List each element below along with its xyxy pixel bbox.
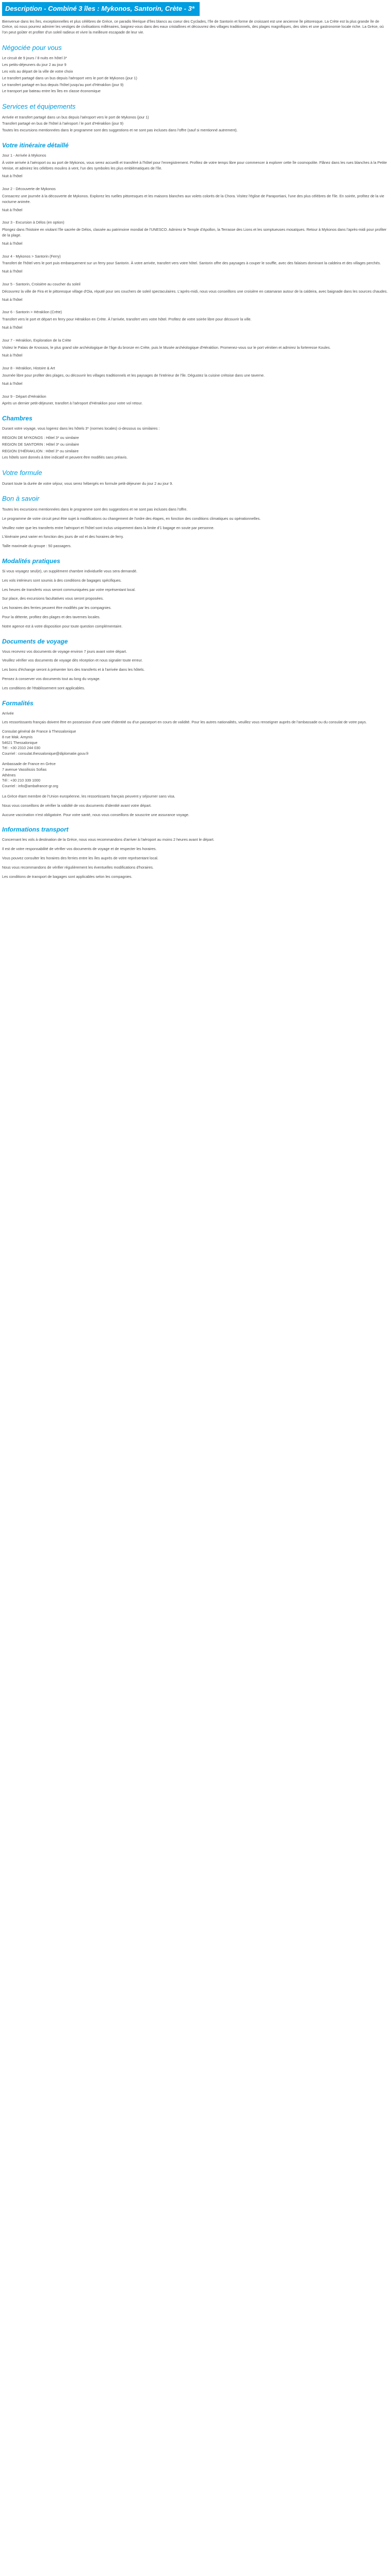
day-description: Visitez le Palais de Knossos, le plus grand site archéologique de l'âge du bronze en Crète, puis le Musée archéologique d'Héraklion. Promenez-vous sur le port vénitien et admirez la forteresse Koules. bbox=[2, 345, 331, 350]
list-item: Il est de votre responsabilité de vérifier vos documents de voyage et de respecter les horaires. bbox=[2, 846, 157, 852]
section-title-formule: Votre formule bbox=[2, 469, 42, 477]
day-accommodation: Nuit à l'hôtel bbox=[2, 325, 23, 330]
itinerary-day bbox=[2, 153, 389, 179]
day-description: À votre arrivée à l'aéroport ou au port de Mykonos, vous serez accueilli et transféré à l'hôtel pour l'enregistrement. Profitez de votre temps libre pour commencer à explorer cette île cosmopolite. Flânez dans les rues blanches à la Petite Venise, et admirez les célèbres moulins à vent, l'un des symboles les plus emblématiques de l'île. bbox=[2, 160, 387, 171]
list-item: Vous recevrez vos documents de voyage environ 7 jours avant votre départ. bbox=[2, 649, 127, 654]
itinerary-day bbox=[2, 282, 389, 302]
list-item: Les vols intérieurs sont soumis à des conditions de bagages spécifiques. bbox=[2, 578, 122, 583]
consulat-address bbox=[2, 729, 389, 757]
day-accommodation: Nuit à l'hôtel bbox=[2, 241, 23, 246]
itinerary-day bbox=[2, 310, 389, 330]
formule-text: Durant toute la durée de votre séjour, vous serez hébergés en formule petit-déjeuner du jour 2 au jour 9. bbox=[2, 481, 173, 486]
list-item: L'itinéraire peut varier en fonction des jours de vol et des horaires de ferry. bbox=[2, 534, 124, 539]
list-item: Le circuit de 9 jours / 8 nuits en hôtel 3* bbox=[2, 56, 67, 61]
day-accommodation: Nuit à l'hôtel bbox=[2, 269, 23, 274]
section-title-negocier: Négociée pour vous bbox=[2, 43, 62, 52]
list-item: Veuillez vérifier vos documents de voyage dès réception et nous signaler toute erreur. bbox=[2, 658, 143, 663]
arrivee-label: Arrivée bbox=[2, 710, 14, 716]
day-title: Jour 9 - Départ d'Héraklion bbox=[2, 394, 46, 399]
hotel-item: REGION DE SANTORIN : Hôtel 3* ou similaire bbox=[2, 442, 79, 447]
negocier-list bbox=[2, 56, 389, 94]
section-title-formalites: Formalités bbox=[2, 699, 34, 707]
list-item: Toutes les excursions mentionnées dans le programme sont des suggestions et ne sont pas incluses dans l'offre. bbox=[2, 506, 188, 512]
ambassade-address bbox=[2, 761, 389, 789]
address-line: 8 rue Mak. Amynis bbox=[2, 734, 33, 739]
itinerary-day bbox=[2, 366, 389, 386]
list-item: Veuillez noter que les transferts entre l'aéroport et l'hôtel sont inclus uniquement dans la limite d'1 bagage en soute par personne. bbox=[2, 525, 215, 530]
list-item: Vous pouvez consulter les horaires des ferries entre les îles auprès de votre représentant local. bbox=[2, 856, 158, 861]
address-line: Tél : +30 210 339 1000 bbox=[2, 778, 41, 783]
itinerary-day bbox=[2, 394, 389, 407]
intro-text: Bienvenue dans les îles, exceptionnelles et plus célèbres de Grèce, ce paradis féerique d'îles blancs au coeur des Cyclades, l'île de Santorin et forme de croissant est une ancienne île pittoresque. La Crète est la plus grande île de Grèce, où nous pourrez admirer les vestiges de civilisations millénaires, baignez-vous dans des eaux cristallines et découvrez des villages traditionnels, des plages magnifiques, des sites et une gastronomie locale riche. La Grèce, où l'on peut goûter et profiter d'un soleil radieux et vivre la meilleure escapade de leur vie. bbox=[2, 19, 384, 35]
address-line: Athènes bbox=[2, 772, 16, 777]
section-title-modalites: Modalités pratiques bbox=[2, 557, 60, 565]
formalites-intro: Les ressortissants français doivent être en possession d'une carte d'identité ou d'un passeport en cours de validité. Pour les autres nationalités, veuillez vous renseigner auprès de l'ambassade ou du consulat de votre pays. bbox=[2, 720, 367, 725]
itinerary-day bbox=[2, 220, 389, 246]
list-item: Sur place, des excursions facultatives vous seront proposées. bbox=[2, 596, 104, 601]
day-description: Transfert de l'hôtel vers le port puis embarquement sur un ferry pour Santorin. À votre arrivée, transfert vers votre hôtel. Santorin offre des paysages à couper le souffle, avec des falaises dominant la caldeira et des villages perchés. bbox=[2, 261, 381, 266]
itinerary-day bbox=[2, 187, 389, 213]
page bbox=[0, 0, 391, 887]
list-item: Le transport par bateau entre les îles en classe économique bbox=[2, 89, 101, 94]
list-item: Les conditions de transport de bagages sont applicables selon les compagnies. bbox=[2, 874, 133, 879]
day-title: Jour 8 - Héraklion, Histoire & Art bbox=[2, 366, 55, 371]
address-line: 7 avenue Vassilissis Sofias bbox=[2, 767, 47, 772]
day-description: Journée libre pour profiter des plages, ou découvrir les villages traditionnels et les paysages de l'intérieur de l'île. Dégustez la cuisine crétoise dans une taverne. bbox=[2, 372, 265, 378]
list-item: Arrivée et transfert partagé dans un bus depuis l'aéroport vers le port de Mykonos (jour 1) bbox=[2, 114, 149, 120]
consulat-name: Consulat général de France à Thessalonique bbox=[2, 729, 76, 734]
list-item: Concernant les vols à destination de la Grèce, nous vous recommandons d'arriver à l'aéroport au moins 2 heures avant le départ. bbox=[2, 837, 215, 842]
day-description: Découvrez la ville de Fira et le pittoresque village d'Oia, réputé pour ses couchers de soleil spectaculaires. L'après-midi, nous vous conseillons une croisière en catamaran autour de la caldeira, avec baignade dans les sources chaudes. bbox=[2, 289, 388, 294]
day-description: Transfert vers le port et départ en ferry pour Héraklion en Crète. À l'arrivée, transfert vers votre hôtel. Profitez de votre soirée libre pour découvrir la ville. bbox=[2, 317, 252, 322]
section-title-itineraire: Votre itinéraire détaillé bbox=[2, 142, 69, 149]
section-title-savoir: Bon à savoir bbox=[2, 495, 40, 503]
day-title: Jour 7 - Héraklion, Exploration de la Crète bbox=[2, 337, 71, 343]
page-title: Description - Combiné 3 îles : Mykonos, Santorin, Crète - 3* bbox=[2, 2, 200, 16]
list-item: Nous vous recommandons de vérifier régulièrement les éventuelles modifications d'horaires. bbox=[2, 865, 154, 870]
list-item: Les horaires des ferries peuvent être modifiés par les compagnies. bbox=[2, 605, 112, 611]
day-title: Jour 4 - Mykonos > Santorin (Ferry) bbox=[2, 253, 61, 259]
services-list bbox=[2, 115, 389, 133]
day-accommodation: Nuit à l'hôtel bbox=[2, 174, 23, 179]
hotel-item: REGION DE MYKONOS : Hôtel 3* ou similaire bbox=[2, 435, 79, 440]
day-title: Jour 6 - Santorin > Héraklion (Crète) bbox=[2, 310, 62, 315]
formalites-note: La Grèce étant membre de l'Union européenne, les ressortissants français peuvent y séjourner sans visa. bbox=[2, 794, 175, 799]
list-item: Le transfert partagé en bus depuis l'hôtel jusqu'au port d'Héraklion (jour 9) bbox=[2, 82, 124, 87]
itinerary-day bbox=[2, 338, 389, 359]
day-accommodation: Nuit à l'hôtel bbox=[2, 207, 23, 212]
list-item: Les conditions de l'établissement sont applicables. bbox=[2, 685, 85, 690]
list-item: Le transfert partagé dans un bus depuis l'aéroport vers le port de Mykonos (jour 1) bbox=[2, 75, 137, 80]
section-title-services: Services et équipements bbox=[2, 103, 76, 111]
address-line: 54621 Thessalonique bbox=[2, 740, 38, 745]
day-description: Consacrez une journée à la découverte de Mykonos. Explorez les ruelles pittoresques et les maisons blanches aux volets colorés de la Chora. Visitez l'église de Paraportiani, l'une des plus célèbres de l'île. En soirée, profitez de la vie nocturne animée. bbox=[2, 194, 384, 204]
day-title: Jour 1 - Arrivée à Mykonos bbox=[2, 153, 46, 158]
list-item: Les heures de transferts vous seront communiquées par votre représentant local. bbox=[2, 587, 136, 592]
chambres-note: Les hôtels sont donnés à titre indicatif et peuvent être modifiés sans préavis. bbox=[2, 455, 128, 460]
ambassade-name: Ambassade de France en Grèce bbox=[2, 761, 56, 767]
list-item: Pour la détente, profitez des plages et des tavernes locales. bbox=[2, 614, 101, 619]
list-item: Si vous voyagez seul(e), un supplément chambre individuelle vous sera demandé. bbox=[2, 568, 138, 573]
day-title: Jour 2 - Découverte de Mykonos bbox=[2, 187, 56, 192]
itinerary-day bbox=[2, 254, 389, 275]
list-item: Transfert partagé en bus de l'hôtel à l'aéroport / le port d'Héraklion (jour 9) bbox=[2, 121, 124, 126]
day-description: Après un dernier petit-déjeuner, transfert à l'aéroport d'Héraklion pour votre vol retour. bbox=[2, 401, 143, 406]
day-description: Plongez dans l'histoire en visitant l'île sacrée de Délos, classée au patrimoine mondial de l'UNESCO. Admirez le Temple d'Apollon, la Terrasse des Lions et les somptueuses mosaïques. Retour à Mykonos dans l'après-midi pour profiter de la plage. bbox=[2, 227, 387, 238]
address-line: Tél : +30 2310 244 030 bbox=[2, 745, 41, 751]
formalites-extra: Nous vous conseillons de vérifier la validité de vos documents d'identité avant votre départ. bbox=[2, 803, 152, 808]
hotel-list bbox=[2, 435, 389, 454]
address-line[interactable]: Courriel : info@ambafrance-gr.org bbox=[2, 784, 58, 789]
group-size: Taille maximale du groupe : 50 passagers. bbox=[2, 544, 72, 549]
list-item: Toutes les excursions mentionnées dans le programme sont des suggestions et ne sont pas incluses dans l'offre (sauf si mentionné autrement). bbox=[2, 128, 238, 133]
day-title: Jour 5 - Santorin, Croisière au coucher du soleil bbox=[2, 282, 80, 287]
list-item: Pensez à conserver vos documents tout au long du voyage. bbox=[2, 676, 101, 681]
list-item: Les petits-déjeuners du jour 2 au jour 9 bbox=[2, 62, 67, 67]
day-accommodation: Nuit à l'hôtel bbox=[2, 381, 23, 386]
address-line[interactable]: Courriel : consulat.thessalonique@diplomatie.gouv.fr bbox=[2, 751, 89, 756]
section-title-infos: Informations transport bbox=[2, 826, 69, 834]
list-item: Le programme de votre circuit peut être sujet à modifications ou changement de l'ordre des étapes, en fonction des conditions climatiques ou opérationnelles. bbox=[2, 516, 261, 521]
section-title-documents: Documents de voyage bbox=[2, 637, 68, 645]
day-accommodation: Nuit à l'hôtel bbox=[2, 353, 23, 358]
day-accommodation: Nuit à l'hôtel bbox=[2, 297, 23, 302]
chambres-intro: Durant votre voyage, vous logerez dans les hôtels 3* (normes locales) ci-dessous ou similaires : bbox=[2, 426, 160, 431]
section-title-chambres: Chambres bbox=[2, 415, 32, 422]
list-item: Les bons d'échange seront à présenter lors des transferts et à l'arrivée dans les hôtels. bbox=[2, 667, 145, 672]
day-title: Jour 3 - Excursion à Délos (en option) bbox=[2, 220, 64, 225]
hotel-item: REGION D'HÉRAKLION : Hôtel 3* ou similaire bbox=[2, 448, 79, 453]
list-item: Les vols au départ de la ville de votre choix bbox=[2, 69, 73, 74]
list-item: Notre agence est à votre disposition pour toute question complémentaire. bbox=[2, 623, 123, 629]
formalites-sante: Aucune vaccination n'est obligatoire. Pour votre santé, nous vous conseillons de souscrire une assurance voyage. bbox=[2, 812, 189, 817]
